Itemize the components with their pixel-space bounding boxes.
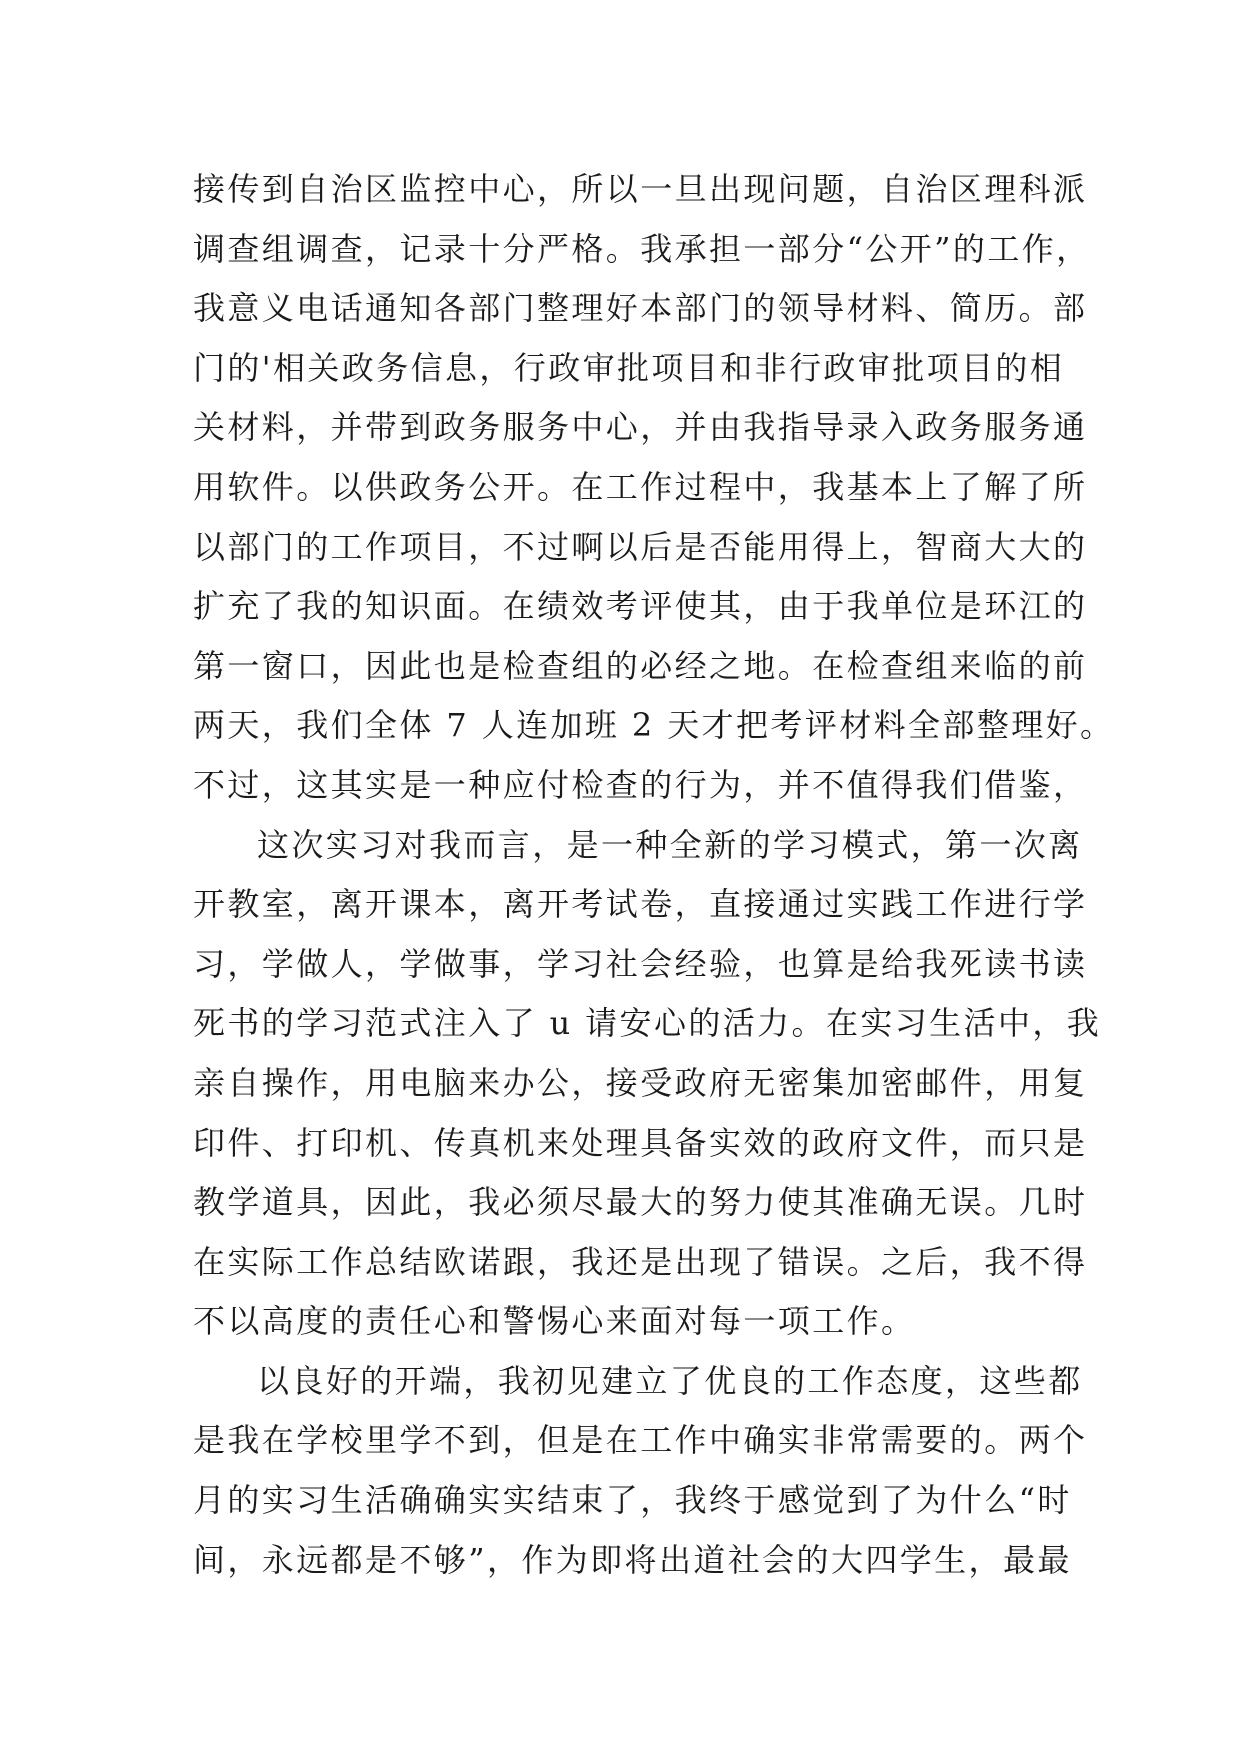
body-text bbox=[193, 160, 1115, 1590]
text-line: 不过，这其实是一种应付检查的行为，并不值得我们借鉴， bbox=[193, 765, 1088, 804]
text-line: 两天，我们全体 7 人连加班 2 天才把考评材料全部整理好。 bbox=[193, 706, 1115, 745]
text-line: 间，永远都是不够”，作为即将出道社会的大四学生，最最 bbox=[193, 1540, 1072, 1579]
paragraph-first-line: 以良好的开端，我初见建立了优良的工作态度，这些都 bbox=[257, 1361, 1083, 1400]
text-line: 门的'相关政务信息，行政审批项目和非行政审批项目的相 bbox=[193, 348, 1065, 387]
text-line: 是我在学校里学不到，但是在工作中确实非常需要的。两个 bbox=[193, 1421, 1088, 1460]
text-line: 我意义电话通知各部门整理好本部门的领导材料、简历。部 bbox=[193, 289, 1088, 328]
text-line: 关材料，并带到政务服务中心，并由我指导录入政务服务通 bbox=[193, 408, 1088, 447]
text-line: 用软件。以供政务公开。在工作过程中，我基本上了解了所 bbox=[193, 467, 1088, 506]
text-line: 不以高度的责任心和警惕心来面对每一项工作。 bbox=[193, 1302, 916, 1341]
text-line: 在实际工作总结欧诺跟，我还是出现了错误。之后，我不得 bbox=[193, 1242, 1088, 1281]
text-line: 亲自操作，用电脑来办公，接受政府无密集加密邮件，用复 bbox=[193, 1063, 1088, 1102]
paragraph-first-line: 这次实习对我而言，是一种全新的学习模式，第一次离 bbox=[257, 825, 1083, 864]
text-line: 调查组调查，记录十分严格。我承担一部分“公开”的工作， bbox=[193, 229, 1091, 268]
text-line: 教学道具，因此，我必须尽最大的努力使其准确无误。几时 bbox=[193, 1183, 1088, 1222]
text-line: 印件、打印机、传真机来处理具备实效的政府文件，而只是 bbox=[193, 1123, 1088, 1162]
text-line: 月的实习生活确确实实结束了，我终于感觉到了为什么“时 bbox=[193, 1481, 1072, 1520]
text-line: 死书的学习范式注入了 u 请安心的活力。在实习生活中，我 bbox=[193, 1004, 1102, 1043]
text-line: 扩充了我的知识面。在绩效考评使其，由于我单位是环江的 bbox=[193, 587, 1088, 626]
text-line: 开教室，离开课本，离开考试卷，直接通过实践工作进行学 bbox=[193, 885, 1088, 924]
text-line: 第一窗口，因此也是检查组的必经之地。在检查组来临的前 bbox=[193, 646, 1088, 685]
text-line: 接传到自治区监控中心，所以一旦出现问题，自治区理科派 bbox=[193, 170, 1088, 208]
text-line: 以部门的工作项目，不过啊以后是否能用得上，智商大大的 bbox=[193, 527, 1088, 566]
text-line: 习，学做人，学做事，学习社会经验，也算是给我死读书读 bbox=[193, 944, 1088, 983]
